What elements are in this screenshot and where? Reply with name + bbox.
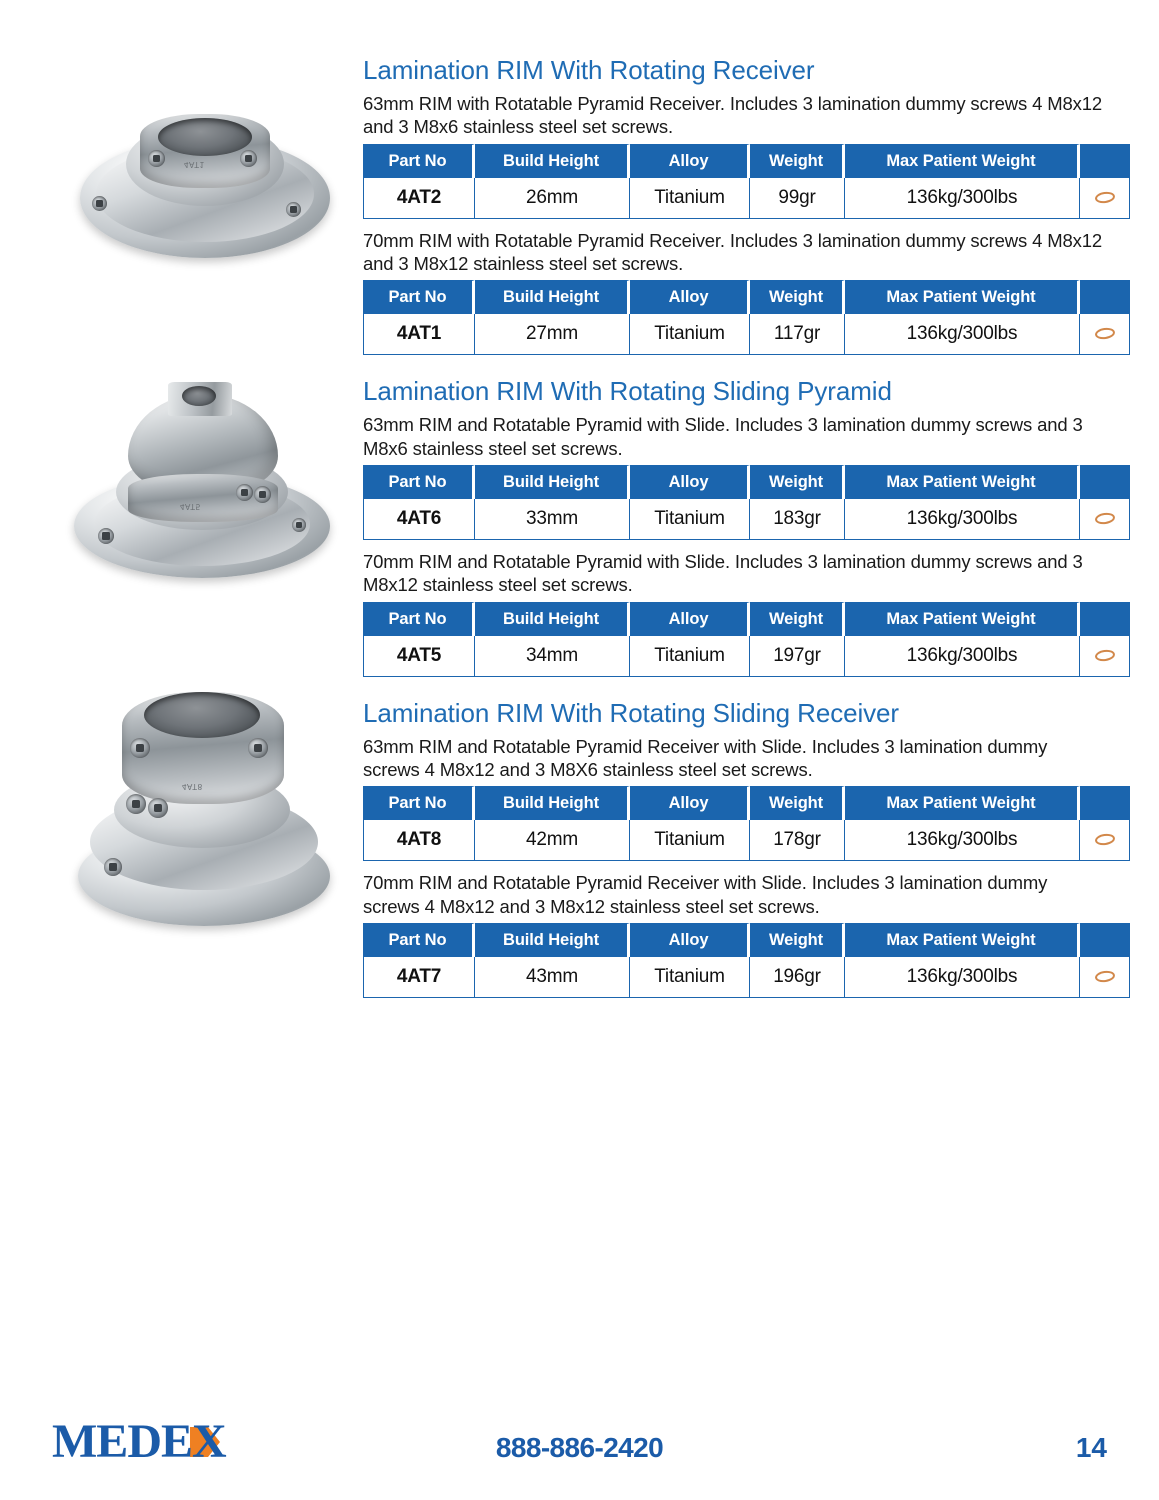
cell-build-height: 33mm: [475, 499, 630, 540]
receiver-bore-shape: [158, 118, 252, 156]
header-weight: Weight: [750, 465, 845, 499]
cell-weight: 178gr: [750, 820, 845, 861]
cell-alloy: Titanium: [630, 178, 750, 219]
header-part-no: Part No: [363, 465, 475, 499]
cell-weight: 99gr: [750, 178, 845, 219]
page-number: 14: [1075, 1432, 1107, 1463]
cell-part-no: 4AT6: [363, 499, 475, 540]
cell-alloy: Titanium: [630, 636, 750, 677]
table-row: [363, 314, 1130, 355]
header-icon-column: [1080, 144, 1130, 178]
header-weight: Weight: [750, 144, 845, 178]
product-description: 63mm RIM with Rotatable Pyramid Receiver. Includes 3 lamination dummy screws 4 M8x12 and 3 M8x6 stainless steel set screws.: [363, 93, 1102, 138]
cell-max-patient-weight: 136kg/300lbs: [845, 636, 1080, 677]
cell-part-no: 4AT5: [363, 636, 475, 677]
cell-part-no: 4AT1: [363, 314, 475, 355]
cell-build-height: 43mm: [475, 957, 630, 998]
cell-part-no: 4AT7: [363, 957, 475, 998]
cell-icon: [1080, 636, 1130, 677]
table-header-row: [363, 786, 1130, 820]
cell-weight: 196gr: [750, 957, 845, 998]
header-max-patient-weight: Max Patient Weight: [845, 923, 1080, 957]
part-etch-label: 4AT1: [184, 160, 205, 169]
section-rotating-receiver: [363, 56, 1103, 355]
o-ring-icon: [1094, 327, 1115, 341]
header-part-no: Part No: [363, 280, 475, 314]
header-part-no: Part No: [363, 786, 475, 820]
header-part-no: Part No: [363, 144, 475, 178]
table-header-row: [363, 923, 1130, 957]
header-alloy: Alloy: [630, 602, 750, 636]
o-ring-icon: [1094, 648, 1115, 662]
header-weight: Weight: [750, 923, 845, 957]
header-alloy: Alloy: [630, 280, 750, 314]
product-description: 63mm RIM and Rotatable Pyramid Receiver with Slide. Includes 3 lamination dummy screws 4 M8x12 and 3 M8X6 stainless steel set screws.: [363, 735, 1048, 780]
product-description: 70mm RIM and Rotatable Pyramid with Slide. Includes 3 lamination dummy screws and 3 M8x12 stainless steel set screws.: [363, 551, 1083, 596]
table-row: [363, 957, 1130, 998]
header-build-height: Build Height: [475, 144, 630, 178]
cell-icon: [1080, 499, 1130, 540]
header-max-patient-weight: Max Patient Weight: [845, 280, 1080, 314]
dummy-screw-icon: [292, 518, 306, 532]
cell-alloy: Titanium: [630, 314, 750, 355]
header-build-height: Build Height: [475, 280, 630, 314]
cell-icon: [1080, 178, 1130, 219]
header-build-height: Build Height: [475, 465, 630, 499]
dummy-screw-icon: [286, 202, 301, 217]
product-photo-1: [60, 104, 360, 284]
product-sections: [363, 56, 1103, 1020]
pyramid-bore-shape: [182, 386, 216, 406]
cell-max-patient-weight: 136kg/300lbs: [845, 314, 1080, 355]
header-max-patient-weight: Max Patient Weight: [845, 786, 1080, 820]
set-screw-icon: [130, 738, 150, 758]
cell-build-height: 34mm: [475, 636, 630, 677]
header-alloy: Alloy: [630, 923, 750, 957]
cell-build-height: 27mm: [475, 314, 630, 355]
product-description: 70mm RIM with Rotatable Pyramid Receiver. Includes 3 lamination dummy screws 4 M8x12 and 3 M8x12 stainless steel set screws.: [363, 229, 1102, 274]
header-icon-column: [1080, 923, 1130, 957]
table-row: [363, 178, 1130, 219]
header-alloy: Alloy: [630, 786, 750, 820]
header-build-height: Build Height: [475, 602, 630, 636]
cell-build-height: 26mm: [475, 178, 630, 219]
spec-table: [363, 923, 1130, 998]
header-max-patient-weight: Max Patient Weight: [845, 144, 1080, 178]
dummy-screw-icon: [98, 528, 114, 544]
header-part-no: Part No: [363, 602, 475, 636]
section-title: Lamination RIM With Rotating Sliding Pyramid: [363, 376, 892, 407]
product-description: 63mm RIM and Rotatable Pyramid with Slide. Includes 3 lamination dummy screws and 3 M8x6 stainless steel set screws.: [363, 414, 1083, 459]
table-header-row: [363, 465, 1130, 499]
header-weight: Weight: [750, 602, 845, 636]
header-icon-column: [1080, 280, 1130, 314]
cell-alloy: Titanium: [630, 957, 750, 998]
cell-max-patient-weight: 136kg/300lbs: [845, 178, 1080, 219]
product-photo-3: [60, 676, 360, 926]
header-weight: Weight: [750, 280, 845, 314]
table-row: [363, 499, 1130, 540]
o-ring-icon: [1094, 970, 1115, 984]
cell-build-height: 42mm: [475, 820, 630, 861]
table-header-row: [363, 144, 1130, 178]
header-build-height: Build Height: [475, 786, 630, 820]
section-title: Lamination RIM With Rotating Receiver: [363, 55, 815, 85]
set-screw-icon: [248, 738, 268, 758]
part-etch-label: 4AT8: [182, 782, 203, 791]
receiver-bore-shape: [144, 692, 260, 738]
cell-part-no: 4AT8: [363, 820, 475, 861]
header-weight: Weight: [750, 786, 845, 820]
section-rotating-sliding-receiver: [363, 699, 1103, 998]
o-ring-icon: [1094, 833, 1115, 847]
o-ring-icon: [1094, 512, 1115, 526]
header-build-height: Build Height: [475, 923, 630, 957]
contact-phone-number: 888-886-2420: [495, 1432, 664, 1463]
cell-weight: 117gr: [750, 314, 845, 355]
spec-table: [363, 786, 1130, 861]
rotating-sliding-pyramid-image: [60, 378, 330, 578]
header-icon-column: [1080, 602, 1130, 636]
part-etch-label: 4AT5: [180, 502, 201, 511]
spec-table: [363, 144, 1130, 219]
spec-table: [363, 280, 1130, 355]
header-alloy: Alloy: [630, 465, 750, 499]
header-part-no: Part No: [363, 923, 475, 957]
slide-screw-icon: [148, 798, 168, 818]
product-description: 70mm RIM and Rotatable Pyramid Receiver with Slide. Includes 3 lamination dummy screws 4 M8x12 and 3 M8x12 stainless steel set screws.: [363, 872, 1048, 917]
section-rotating-sliding-pyramid: [363, 377, 1103, 676]
cell-icon: [1080, 820, 1130, 861]
table-header-row: [363, 280, 1130, 314]
o-ring-icon: [1094, 190, 1115, 204]
section-title: Lamination RIM With Rotating Sliding Receiver: [363, 697, 899, 728]
cell-max-patient-weight: 136kg/300lbs: [845, 820, 1080, 861]
cell-part-no: 4AT2: [363, 178, 475, 219]
cell-weight: 183gr: [750, 499, 845, 540]
product-photo-2: [60, 378, 360, 578]
rotating-receiver-image: [60, 104, 330, 284]
cell-max-patient-weight: 136kg/300lbs: [845, 957, 1080, 998]
header-max-patient-weight: Max Patient Weight: [845, 465, 1080, 499]
table-row: [363, 820, 1130, 861]
set-screw-icon: [254, 486, 271, 503]
cell-max-patient-weight: 136kg/300lbs: [845, 499, 1080, 540]
page-footer: [0, 1415, 1159, 1478]
set-screw-icon: [240, 150, 257, 167]
slide-screw-icon: [126, 794, 146, 814]
header-max-patient-weight: Max Patient Weight: [845, 602, 1080, 636]
set-screw-icon: [148, 150, 165, 167]
set-screw-icon: [236, 484, 253, 501]
rotating-sliding-receiver-image: [60, 676, 330, 926]
spec-table: [363, 465, 1130, 540]
dummy-screw-icon: [92, 196, 107, 211]
header-icon-column: [1080, 786, 1130, 820]
table-header-row: [363, 602, 1130, 636]
cell-icon: [1080, 314, 1130, 355]
header-icon-column: [1080, 465, 1130, 499]
cell-alloy: Titanium: [630, 820, 750, 861]
logo-text: MEDEX: [52, 1415, 226, 1468]
spec-table: [363, 602, 1130, 677]
cell-icon: [1080, 957, 1130, 998]
table-row: [363, 636, 1130, 677]
cell-alloy: Titanium: [630, 499, 750, 540]
dummy-screw-icon: [104, 858, 122, 876]
medex-logo: [52, 1415, 226, 1468]
header-alloy: Alloy: [630, 144, 750, 178]
cell-weight: 197gr: [750, 636, 845, 677]
